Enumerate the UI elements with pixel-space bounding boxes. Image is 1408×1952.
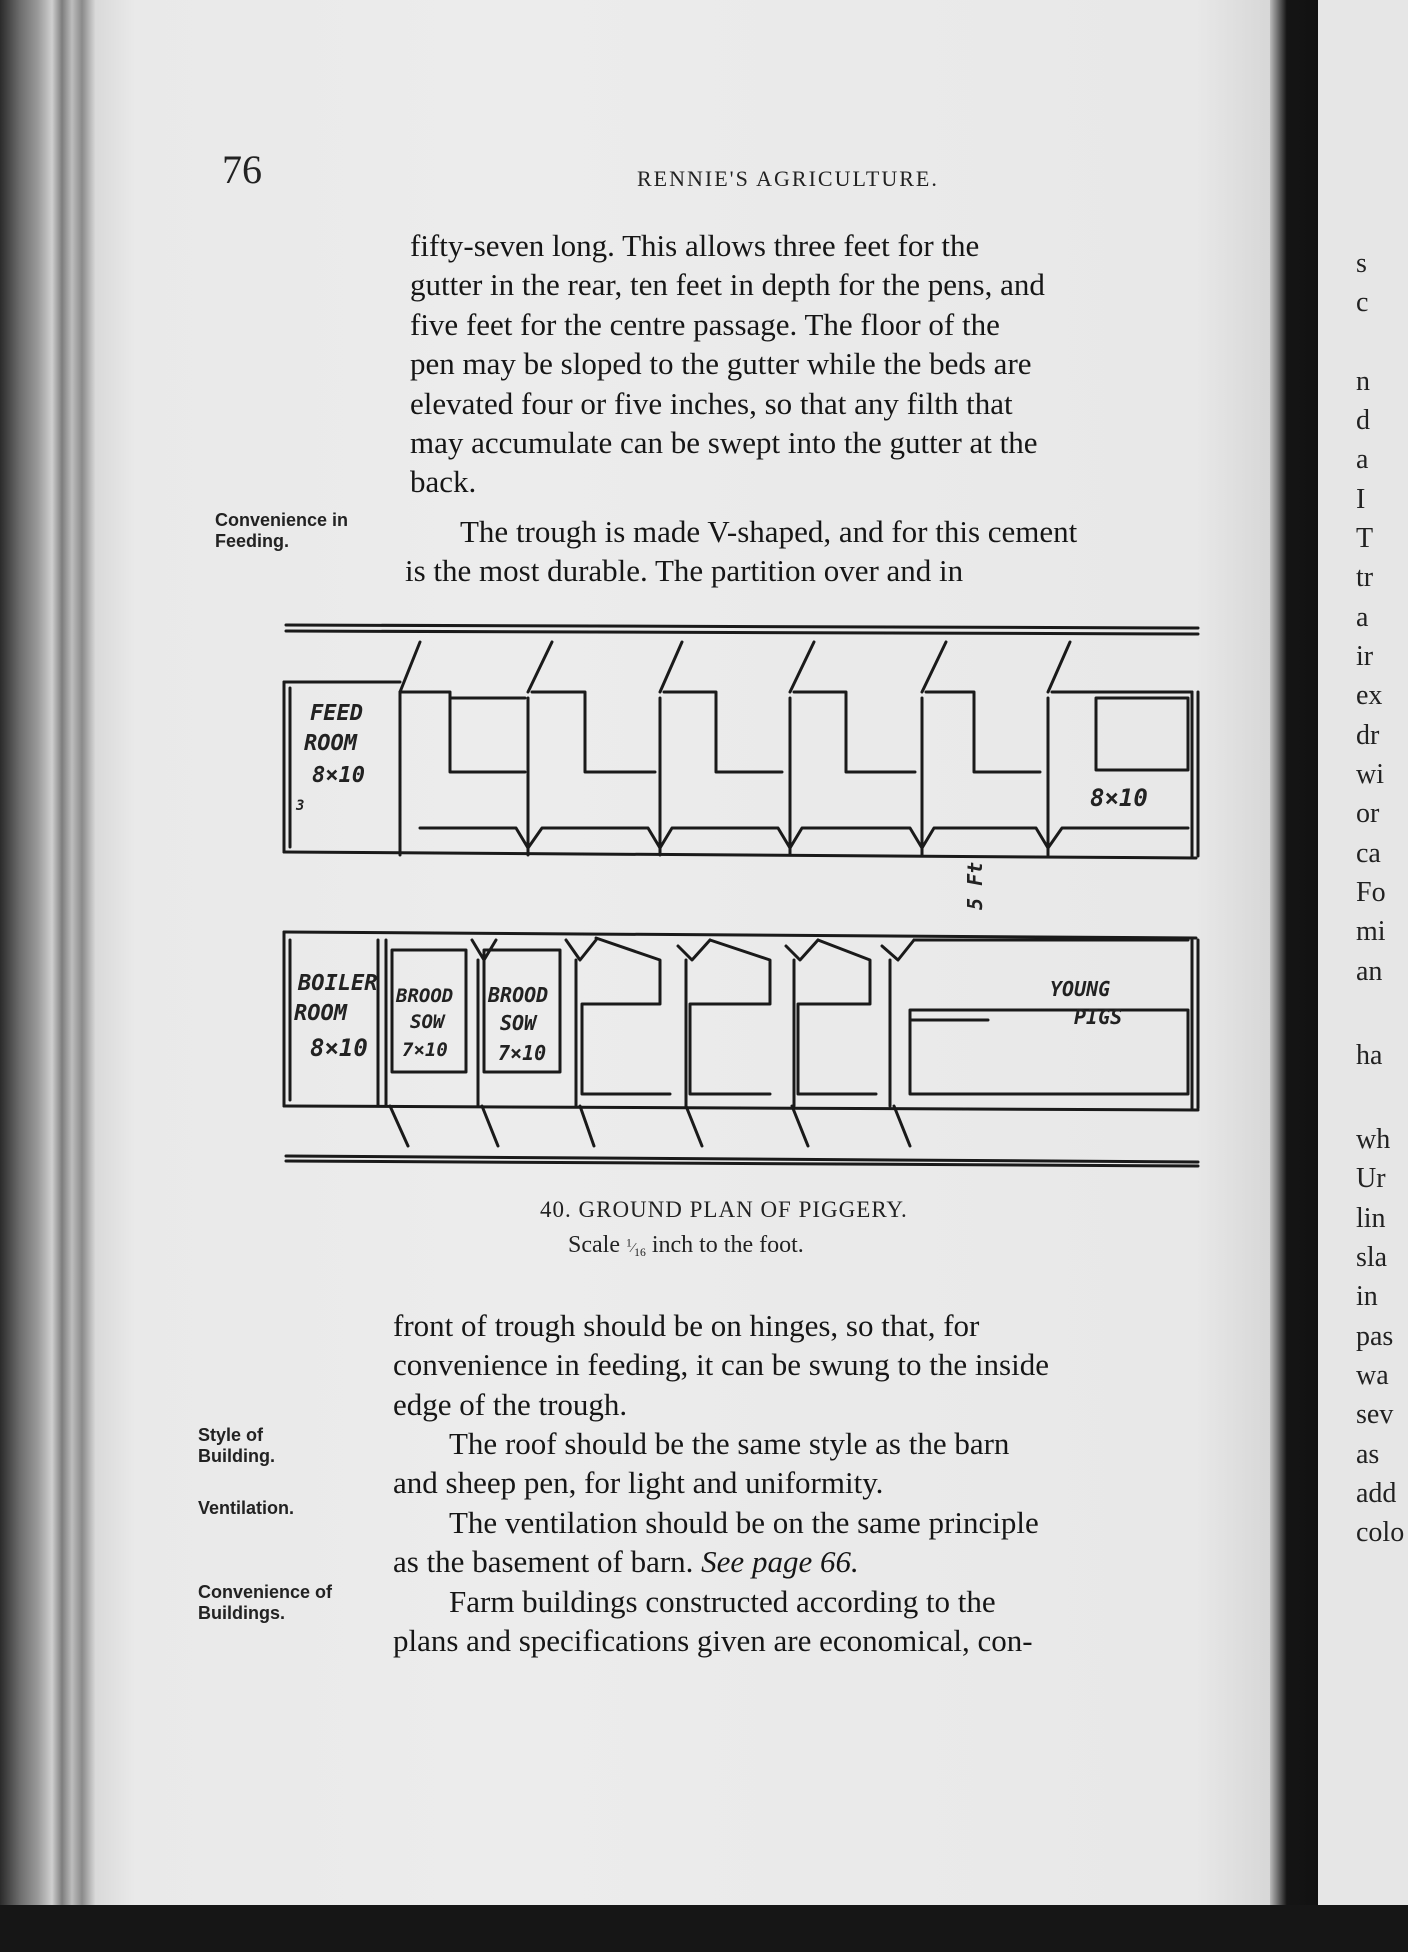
facing-fragment: an	[1356, 956, 1383, 987]
facing-fragment: colo	[1356, 1517, 1405, 1548]
plan-label: 5 Ft	[963, 861, 987, 910]
facing-fragment: or	[1356, 798, 1380, 829]
scale-denominator: 16	[634, 1245, 646, 1259]
facing-fragment: a	[1356, 602, 1369, 633]
figure-number: 40.	[540, 1197, 572, 1222]
sidenote-line: Convenience of	[198, 1582, 333, 1602]
plan-label: SOW	[500, 1011, 537, 1035]
facing-fragment: wh	[1356, 1124, 1391, 1155]
facing-fragment: mi	[1356, 916, 1386, 947]
text-line: pen may be sloped to the gutter while the beds are	[410, 346, 1032, 382]
piggery-ground-plan	[270, 610, 1210, 1180]
sidenote-convenience-feeding	[215, 510, 348, 552]
text-line: Farm buildings constructed according to the	[449, 1584, 996, 1619]
facing-fragment: T	[1356, 523, 1374, 554]
page-gutter	[1270, 0, 1318, 1952]
scale-numerator: 1	[625, 1236, 632, 1250]
text-line: edge of the trough.	[393, 1386, 628, 1422]
plan-label: BROOD	[396, 985, 454, 1007]
sidenote-line: Style of	[198, 1425, 264, 1445]
sidenote-line: Convenience in	[215, 510, 349, 530]
plan-label: 8×10	[1090, 784, 1148, 812]
facing-fragment: pas	[1356, 1321, 1394, 1352]
paragraph-hinged-partition	[393, 1306, 1199, 1424]
facing-fragment: ir	[1356, 641, 1374, 672]
figure-title: GROUND PLAN OF PIGGERY.	[578, 1197, 908, 1222]
sidenote-convenience-buildings	[198, 1582, 332, 1624]
scale-prefix: Scale	[568, 1232, 620, 1258]
facing-fragment: ha	[1356, 1040, 1383, 1071]
facing-fragment: n	[1356, 366, 1370, 397]
paragraph-pen-dimensions	[410, 226, 1212, 502]
text-line: The trough is made V-shaped, and for this cement	[460, 514, 1078, 549]
scale-suffix: inch to the foot.	[651, 1232, 804, 1258]
plan-label: BOILER	[298, 971, 378, 996]
text-line: front of trough should be on hinges, so that, for	[393, 1308, 980, 1343]
plan-label: BROOD	[488, 983, 549, 1007]
text-line: and sheep pen, for light and uniformity.	[393, 1465, 884, 1501]
page-number: 76	[222, 147, 262, 192]
plan-label: 7×10	[498, 1041, 547, 1065]
sidenote-style-of-building	[198, 1425, 275, 1467]
text-line: back.	[410, 464, 477, 500]
plan-label: ROOM	[294, 1001, 347, 1026]
facing-fragment: Ur	[1356, 1163, 1386, 1194]
paragraph-farm-buildings	[393, 1582, 1199, 1661]
plan-label: FEED	[310, 701, 363, 726]
plan-label: 3	[296, 798, 305, 814]
scan-bottom-edge	[0, 1905, 1408, 1952]
plan-label: YOUNG	[1050, 977, 1111, 1001]
facing-fragment: add	[1356, 1478, 1397, 1509]
sidenote-line: Buildings.	[198, 1603, 285, 1623]
facing-fragment: as	[1356, 1439, 1380, 1470]
facing-fragment: tr	[1356, 562, 1374, 593]
paragraph-roof	[393, 1424, 1199, 1503]
plan-label: 8×10	[312, 763, 365, 788]
sidenote-line: Feeding.	[215, 531, 290, 551]
facing-fragment: ca	[1356, 838, 1381, 869]
plan-label: ROOM	[304, 731, 357, 756]
sidenote-line: Building.	[198, 1446, 275, 1466]
page-reference: See page 66.	[701, 1544, 859, 1580]
plan-label: SOW	[410, 1011, 445, 1033]
facing-fragment: Fo	[1356, 877, 1386, 908]
facing-fragment: in	[1356, 1281, 1378, 1312]
text-fragment: as the basement of barn.	[393, 1544, 694, 1580]
text-line: gutter in the rear, ten feet in depth for the pens, and	[410, 267, 1045, 303]
text-line: plans and specifications given are economical, con-	[393, 1623, 1033, 1659]
text-line: fifty-seven long. This allows three feet for the	[410, 228, 980, 263]
figure-scale	[568, 1232, 804, 1259]
facing-fragment: dr	[1356, 720, 1380, 751]
facing-fragment: I	[1356, 484, 1366, 515]
text-line: may accumulate can be swept into the gutter at the	[410, 425, 1038, 461]
plan-label: 7×10	[402, 1039, 448, 1061]
text-line: The roof should be the same style as the barn	[449, 1426, 1010, 1461]
plan-label: 8×10	[310, 1034, 368, 1062]
text-line: five feet for the centre passage. The floor of the	[410, 306, 1000, 342]
running-head: RENNIE'S AGRICULTURE.	[637, 166, 939, 191]
facing-fragment: lin	[1356, 1203, 1386, 1234]
figure-caption	[540, 1197, 908, 1223]
facing-fragment: d	[1356, 405, 1370, 436]
text-line	[393, 1542, 1199, 1581]
facing-fragment: c	[1356, 287, 1369, 318]
plan-label: PIGS	[1074, 1005, 1123, 1029]
facing-fragment: a	[1356, 444, 1369, 475]
scale-fraction: $^1⁄_{16}$	[625, 1236, 646, 1259]
text-line: elevated four or five inches, so that any filth that	[410, 385, 1013, 421]
book-spine-edge	[0, 0, 95, 1952]
facing-page-edge	[1318, 0, 1408, 1952]
text-line: convenience in feeding, it can be swung to the inside	[393, 1347, 1049, 1383]
text-line: is the most durable. The partition over and in	[405, 553, 964, 589]
paragraph-trough	[405, 512, 1210, 591]
facing-fragment: ex	[1356, 680, 1383, 711]
sidenote-ventilation: Ventilation.	[198, 1498, 295, 1518]
facing-fragment: sev	[1356, 1399, 1394, 1430]
paragraph-ventilation	[393, 1503, 1199, 1582]
facing-fragment: sla	[1356, 1242, 1388, 1273]
text-line: The ventilation should be on the same principle	[449, 1505, 1039, 1540]
facing-fragment: wa	[1356, 1360, 1389, 1391]
facing-fragment: wi	[1356, 759, 1384, 790]
facing-fragment: s	[1356, 248, 1367, 279]
